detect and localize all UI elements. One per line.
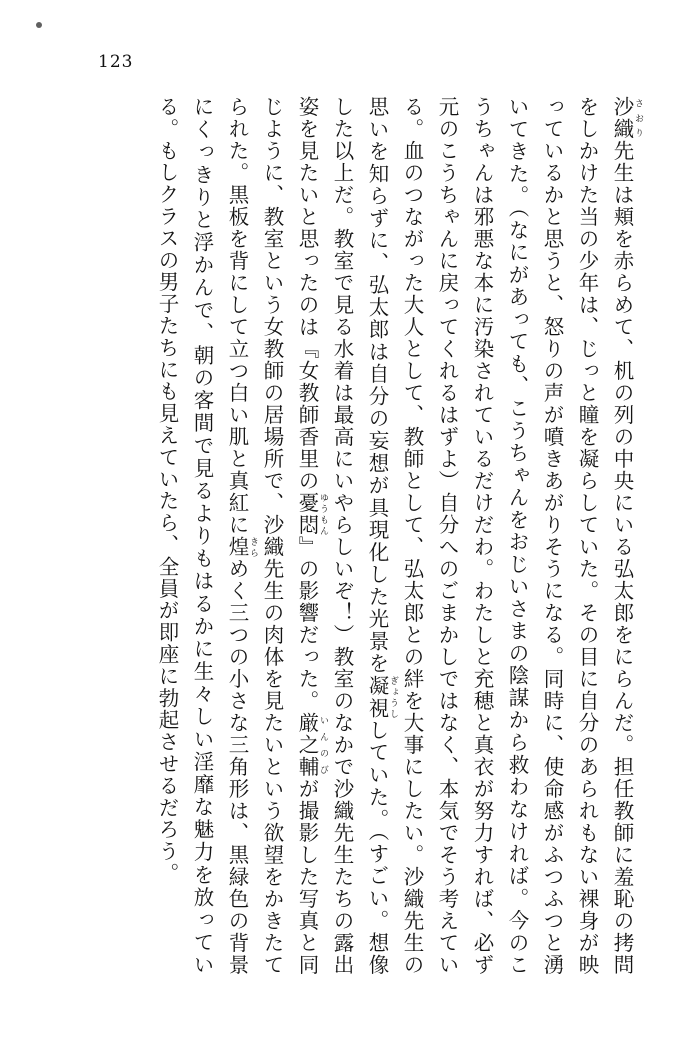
ruby-gyoushi: 凝視 ぎょうし [365, 674, 398, 720]
body-text [83, 96, 643, 976]
corner-dot-mark [36, 22, 42, 28]
page-number: 123 [98, 52, 134, 72]
ruby-saori: 沙織 さおり [610, 96, 643, 141]
body-paragraph: 沙織 さおり先生は頬を赤らめて、机の列の中央にいる弘太郎をにらんだ。担任教師に羞恥の拷問をしかけた当の少年は、じっと瞳を凝らしていた。その目に自分のあられもない裸身が映っているかと思うと、怒りの声が噴きあがりそうになる。同時に、使命感がふつふつと湧いてきた。（なにがあっても、こうちゃんをおじいさまの陰謀から救わなければ。今のこうちゃんは邪悪な本に汚染されているだけだわ。わたしと充穂と真衣が努力すれば、必ず元のこうちゃんに戻ってくれるはずよ）自分へのごまかしではなく、本気でそう考えている。血のつながった大人として、教師として、弘太郎との絆を大事にしたい。沙織先生の思いを知らずに、弘太郎は自分の妄想が具現化した光景を凝視 ぎょうししていた。（すごい。想像した以上だ。教室で見る水着は最高にいやらしいぞ！）教室のなかで沙織先生たちの露出姿を見たいと思ったのは『女教師香里の憂悶 ゆうもん』の影響だった。厳之輔 いんのびが撮影した写真と同じように、教室という女教師の居場所で、沙織先生の肉体を見たいという欲望をかきたてられた。黒板を背にして立つ白い肌と真紅に煌 きらめく三つの小さな三角形は、黒緑色の背景にくっきりと浮かんで、朝の客間で見るよりもはるかに生々しい淫靡な魅力を放っている。もしクラスの男子たちにも見えていたら、全員が即座に勃起させるだろう。 [155, 96, 643, 977]
ruby-gennosuke: 厳之輔 いんのび [295, 712, 328, 779]
ruby-yuumon: 憂悶 ゆうもん [295, 492, 328, 537]
ruby-kira: 煌 きら [225, 536, 258, 559]
